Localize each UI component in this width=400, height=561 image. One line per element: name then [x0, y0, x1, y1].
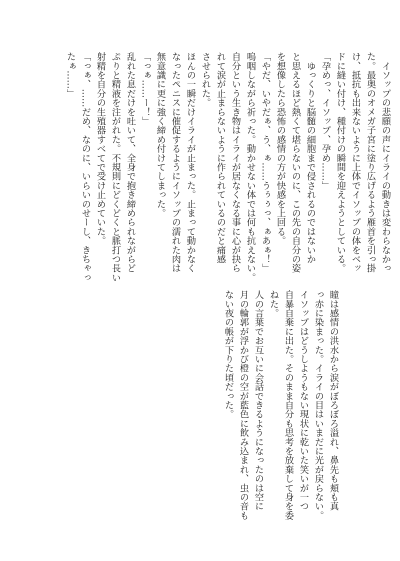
text-column: させられた。 — [199, 52, 211, 108]
text-column: ない夜の帳が下りた頃だった。 — [222, 290, 234, 419]
text-column: 自分という生き物はイライが居なくなる事に心が抉ら — [229, 52, 241, 273]
text-column: け、抵抗も出来ないように上体でイソップの体をベッ — [349, 52, 361, 273]
lower-text-block — [221, 290, 341, 526]
upper-text-block — [63, 52, 393, 288]
text-column: れて涙が止まらないように作られているのだと痛感 — [214, 52, 226, 264]
text-column: なったペニスに催促するようにイソップの濡れた肉は — [169, 52, 181, 273]
text-column: 無意識に更に強く締め付けてしまった。 — [154, 52, 166, 218]
text-column: っ赤に染まった。イライの目はいまだに光が戻らない。 — [312, 290, 324, 520]
text-column: を想像したら恐怖の感情の方が快感を上回る。 — [274, 52, 286, 246]
text-column: ゆっくりと脳髄の細胞まで侵されるのではないか — [304, 52, 316, 264]
text-column: 「孕めっ、イソップ、孕め……」 — [319, 52, 331, 190]
text-column: 「っぁ……ー！」 — [139, 52, 151, 126]
text-column: 月の輪郭が浮かび橙の空が藍色に飲み込まれ、虫の音も — [237, 290, 249, 520]
text-column: 嗚咽しながら祈った。動かせない体では何も抗えない。 — [244, 52, 256, 282]
text-column: たぁ……」 — [64, 52, 76, 98]
text-column: 乱れた息だけを吐いて、全身で抱き締められながらど — [124, 52, 136, 273]
text-column: ねた。 — [267, 290, 279, 318]
text-column: た。最奥のオメガ子宮に塗り広げるよう雁首を引っ掛 — [364, 52, 376, 273]
text-column: 射精を自分の生殖器すべてで受け止めていた。 — [94, 52, 106, 246]
text-column: 「やだ、いやだぁ、う、ぁ……うぅぅっ、ぁあぁ！」 — [259, 52, 271, 273]
text-column: イソップはどうしようもない現状に乾いた笑いが一つ — [297, 290, 309, 511]
text-column: 自暴自棄に出た。そのまま自分も思考を放棄して身を委 — [282, 290, 294, 520]
text-column: 人の言葉でお互いに会話できるようになったのは空に — [252, 290, 264, 511]
text-column: 瞳は感情の洪水から涙がぼろぼろ溢れ、鼻先も頬も真 — [327, 290, 339, 511]
text-column: と思えるほど熱くて堪らないのに、この先の自分の姿 — [289, 52, 301, 273]
text-column: ドに縫い付け、種付けの瞬間を迎えようとしている。 — [334, 52, 346, 273]
text-column: ぷりと精液を注がれた。不規則にどくどくと脈打つ長い — [109, 52, 121, 282]
text-column: 「っぁ、……だめ、なのに、いらいのせーし、きちゃっ — [79, 52, 91, 282]
text-column: ほんの一瞬だけイライが止まった。止まって動かなく — [184, 52, 196, 273]
text-column: イソップの悲願の声にイライの動きは変わらなかっ — [379, 52, 391, 273]
